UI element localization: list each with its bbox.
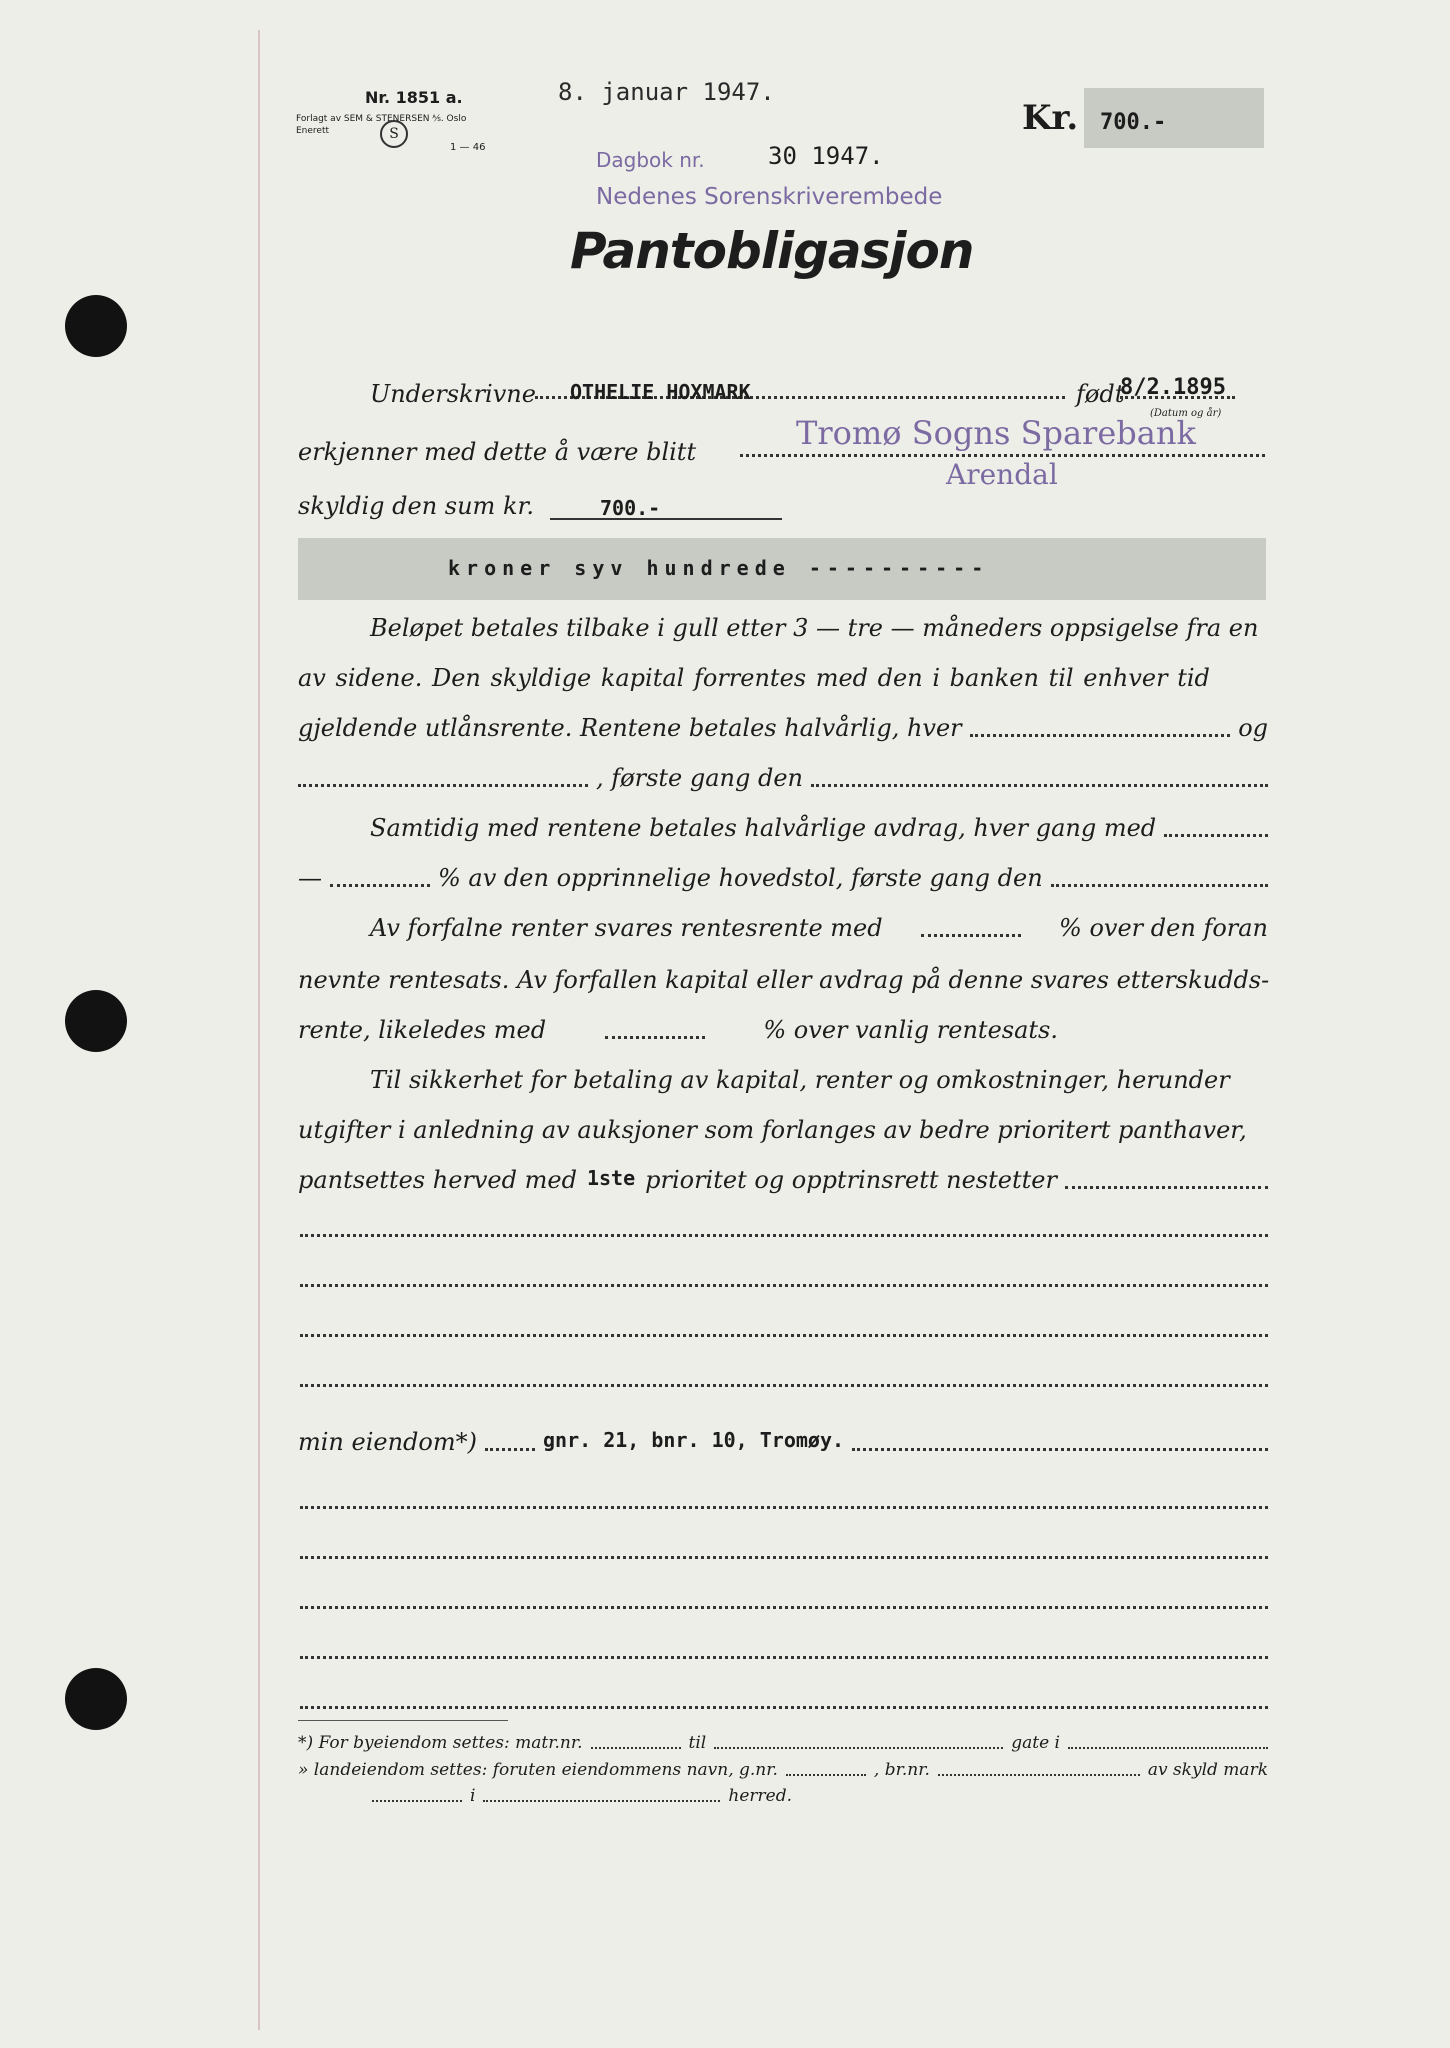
p1-line3-text: gjeldende utlånsrente. Rentene betales halvårlig, hver: [298, 714, 962, 742]
footnote-brnr: , br.nr.: [873, 1760, 930, 1780]
publisher-logo-icon: S: [380, 120, 408, 148]
publisher-line: Forlagt av SEM & STENERSEN ⅍. Oslo: [296, 114, 467, 124]
p1-line4-text: , første gang den: [596, 764, 803, 792]
footnote-line3: [372, 1786, 792, 1806]
kr-label: Kr.: [1022, 98, 1079, 138]
p4-line3-dots: [1065, 1166, 1268, 1189]
footnote-rule: [298, 1720, 508, 1721]
eiendom-dots-b: [852, 1428, 1268, 1451]
office-stamp: Nedenes Sorenskriverembede: [596, 184, 943, 210]
erkjenner-dots: [740, 454, 1265, 457]
document-date: 8. januar 1947.: [558, 78, 775, 106]
p4-line2: utgifter i anledning av auksjoner som forlanges av bedre prioritert panthaver,: [298, 1116, 1247, 1144]
blank-line-4: [300, 1382, 1268, 1387]
p2-line1-text: Samtidig med rentene betales halvårlige avdrag, hver gang med: [370, 814, 1157, 842]
p3-line1-text: Av forfalne renter svares rentesrente med: [370, 914, 883, 942]
margin-line: [258, 30, 260, 2030]
fn1-dots-a: [591, 1733, 681, 1749]
p4-line3-text: pantsettes herved med: [298, 1166, 577, 1194]
blank-line-1: [300, 1232, 1268, 1237]
p2-line1: [370, 814, 1268, 842]
skyldig-underline: [550, 518, 782, 520]
footnote-til: til: [688, 1733, 707, 1753]
p3-line3-dots: [605, 1016, 705, 1039]
publisher-enerett: Enerett: [296, 126, 330, 136]
kr-value: 700.-: [1100, 110, 1167, 135]
blank-line-7: [300, 1604, 1268, 1609]
footnote-gate: gate i: [1011, 1733, 1060, 1753]
fodt-label: født: [1076, 380, 1125, 408]
p1-line4-dots-a: [298, 764, 588, 787]
p2-line2-dots-a: [330, 864, 430, 887]
footnote-skyld: av skyld mark: [1147, 1760, 1268, 1780]
dagbok-label: Dagbok nr.: [596, 148, 705, 172]
skyldig-label: skyldig den sum kr.: [298, 492, 534, 520]
blank-line-5: [300, 1504, 1268, 1509]
fodt-value: 8/2.1895: [1120, 375, 1226, 400]
p3-line2: nevnte rentesats. Av forfallen kapital eller avdrag på denne svares etterskudds-: [298, 966, 1270, 994]
dagbok-number: 30 1947.: [768, 142, 884, 170]
p1-line3-og: og: [1238, 714, 1268, 742]
p2-line2-dash: —: [298, 864, 322, 892]
blank-line-3: [300, 1332, 1268, 1337]
amount-in-words: kroner syv hundrede ----------: [448, 556, 990, 580]
footnote-landeiendom: » landeiendom settes: foruten eiendommens navn, g.nr.: [298, 1760, 778, 1780]
p3-line3: [298, 1016, 1058, 1044]
punch-hole-bottom: [65, 1668, 127, 1730]
fodt-hint: (Datum og år): [1150, 408, 1222, 419]
p1-line3-dots: [970, 714, 1231, 737]
punch-hole-top: [65, 295, 127, 357]
fn2-dots-b: [938, 1760, 1140, 1776]
p1-line4: [298, 764, 1268, 792]
p1-line2: av sidene. Den skyldige kapital forrentes med den i banken til enhver tid: [298, 664, 1210, 692]
underskrivne-label: Underskrivne: [370, 380, 536, 408]
blank-line-6: [300, 1554, 1268, 1559]
p4-line3-tail: prioritet og opptrinsrett nestetter: [645, 1166, 1057, 1194]
form-number: Nr. 1851 a.: [365, 88, 463, 107]
p3-line3-tail: % over vanlig rentesats.: [763, 1016, 1058, 1044]
footnote-herred: herred.: [728, 1786, 792, 1806]
p3-line1-tail: % over den foran: [1059, 914, 1268, 942]
fn2-dots-a: [786, 1760, 866, 1776]
p2-line2-text: % av den opprinnelige hovedstol, første gang den: [438, 864, 1043, 892]
p2-line1-dots: [1164, 814, 1268, 837]
fn1-dots-b: [714, 1733, 1003, 1749]
fn1-dots-c: [1068, 1733, 1268, 1749]
punch-hole-middle: [65, 990, 127, 1052]
erkjenner-label: erkjenner med dette å være blitt: [298, 438, 697, 466]
eiendom-line: [298, 1428, 1268, 1456]
skyldig-value: 700.-: [600, 496, 661, 520]
p4-line3: [298, 1166, 1268, 1194]
eiendom-dots-a: [485, 1428, 535, 1451]
p3-line3-text: rente, likeledes med: [298, 1016, 547, 1044]
page-title: Pantobligasjon: [570, 222, 974, 280]
fn3-dots-a: [372, 1786, 462, 1802]
blank-line-2: [300, 1282, 1268, 1287]
footnote-i: i: [470, 1786, 476, 1806]
p1-line1: Beløpet betales tilbake i gull etter 3 — tre — måneders oppsigelse fra en: [370, 614, 1259, 642]
footnote-line2: [298, 1760, 1268, 1780]
creditor-stamp: Tromø Sogns Sparebank: [796, 414, 1196, 452]
footnote-byeiendom: *) For byeiendom settes: matr.nr.: [298, 1733, 583, 1753]
p4-line1: Til sikkerhet for betaling av kapital, renter og omkostninger, herunder: [370, 1066, 1230, 1094]
priority-value: 1ste: [586, 1166, 636, 1190]
p1-line3: [298, 714, 1268, 742]
blank-line-9: [300, 1704, 1268, 1709]
fn3-dots-b: [483, 1786, 720, 1802]
p3-line1: [370, 914, 1268, 942]
blank-line-8: [300, 1654, 1268, 1659]
p2-line2-dots-b: [1051, 864, 1268, 887]
p3-line1-dots: [921, 914, 1021, 937]
p2-line2: [298, 864, 1268, 892]
footnote-line1: [298, 1733, 1268, 1753]
creditor-city-stamp: Arendal: [946, 458, 1058, 491]
eiendom-value: gnr. 21, bnr. 10, Tromøy.: [543, 1428, 845, 1452]
publisher-code: 1 — 46: [450, 142, 486, 153]
p1-line4-dots-b: [811, 764, 1268, 787]
underskrivne-value: OTHELIE HOXMARK: [570, 380, 751, 404]
eiendom-label: min eiendom*): [298, 1428, 477, 1456]
